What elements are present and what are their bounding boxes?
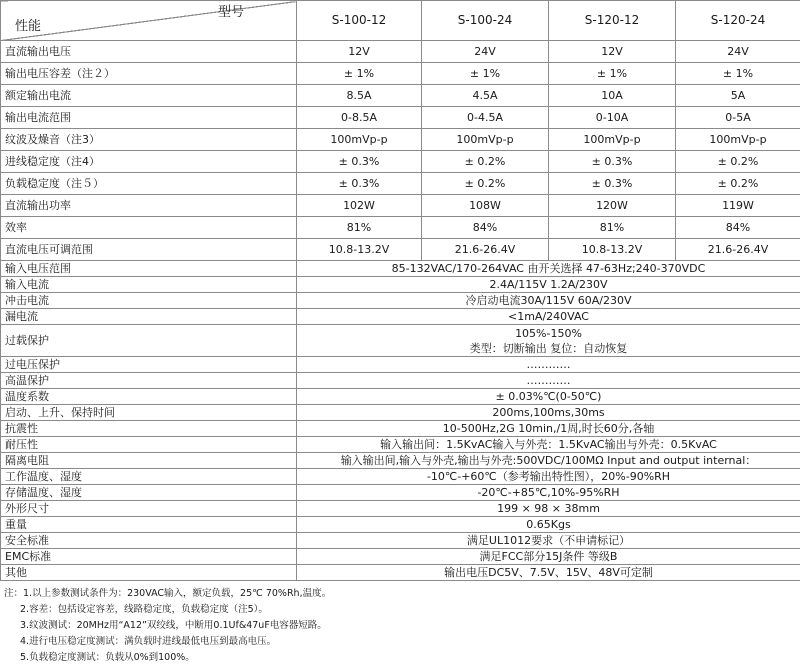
- row-value: 21.6-26.4V: [676, 239, 800, 261]
- table-row: [1, 277, 800, 293]
- row-label: 输出电压容差（注２）: [1, 63, 297, 85]
- row-value: ± 0.2%: [676, 151, 800, 173]
- row-value: [297, 325, 800, 357]
- row-value: 81%: [549, 217, 676, 239]
- row-value: 10-500Hz,2G 10min,/1周,时长60分,各轴: [297, 421, 800, 437]
- row-label: 抗震性: [1, 421, 297, 437]
- table-row: [1, 437, 800, 453]
- row-value: 4.5A: [422, 85, 549, 107]
- row-label: 进线稳定度（注4）: [1, 151, 297, 173]
- row-value: 119W: [676, 195, 800, 217]
- row-value: 0-8.5A: [297, 107, 422, 129]
- diagonal-header-cell: [1, 1, 297, 41]
- table-row: [1, 151, 800, 173]
- row-value: 满足FCC部分15J条件 等级B: [297, 549, 800, 565]
- row-label: 输入电流: [1, 277, 297, 293]
- row-value: ± 0.3%: [297, 173, 422, 195]
- spec-label: 性能: [15, 19, 41, 34]
- table-row: [1, 485, 800, 501]
- row-label: 工作温度、湿度: [1, 469, 297, 485]
- row-value: 10A: [549, 85, 676, 107]
- row-value: 冷启动电流30A/115V 60A/230V: [297, 293, 800, 309]
- table-row: [1, 453, 800, 469]
- row-value: 输出电压DC5V、7.5V、15V、48V可定制: [297, 565, 800, 581]
- row-value: 108W: [422, 195, 549, 217]
- row-label: EMC标准: [1, 549, 297, 565]
- row-label: 直流输出电压: [1, 41, 297, 63]
- table-row: [1, 41, 800, 63]
- row-value: 12V: [549, 41, 676, 63]
- row-value: 199 × 98 × 38mm: [297, 501, 800, 517]
- model-header: S-120-24: [676, 1, 800, 41]
- row-value: 84%: [676, 217, 800, 239]
- table-row: [1, 239, 800, 261]
- row-value: -20℃-+85℃,10%-95%RH: [297, 485, 800, 501]
- row-value: 满足UL1012要求（不申请标记）: [297, 533, 800, 549]
- row-value: 0.65Kgs: [297, 517, 800, 533]
- note-line: 2.容差：包括设定容差，线路稳定度，负载稳定度（注5）。: [0, 602, 800, 618]
- row-value: 0-10A: [549, 107, 676, 129]
- row-value: 0-5A: [676, 107, 800, 129]
- row-label: 启动、上升、保持时间: [1, 405, 297, 421]
- row-value: 21.6-26.4V: [422, 239, 549, 261]
- row-value: ± 1%: [676, 63, 800, 85]
- row-value: 100mVp-p: [422, 129, 549, 151]
- row-label: 漏电流: [1, 309, 297, 325]
- row-value: 12V: [297, 41, 422, 63]
- table-row: [1, 293, 800, 309]
- row-label: 温度系数: [1, 389, 297, 405]
- row-label: 存储温度、湿度: [1, 485, 297, 501]
- row-label: 效率: [1, 217, 297, 239]
- table-row: [1, 85, 800, 107]
- row-label: 安全标准: [1, 533, 297, 549]
- row-value: -10℃-+60℃（参考输出特性图），20%-90%RH: [297, 469, 800, 485]
- row-label: 耐压性: [1, 437, 297, 453]
- row-value: ± 1%: [549, 63, 676, 85]
- row-value: 输入输出间,输入与外壳,输出与外壳:500VDC/100MΩ Input and output internal：: [297, 453, 800, 469]
- row-label: 隔离电阻: [1, 453, 297, 469]
- row-label: 额定输出电流: [1, 85, 297, 107]
- row-label: 输入电压范围: [1, 261, 297, 277]
- note-line: 注：1.以上参数测试条件为：230VAC输入，额定负载，25℃ 70%Rh,温度。: [0, 586, 800, 602]
- row-label: 过电压保护: [1, 357, 297, 373]
- row-label: 直流电压可调范围: [1, 239, 297, 261]
- row-value: 8.5A: [297, 85, 422, 107]
- table-row: [1, 217, 800, 239]
- row-value: 10.8-13.2V: [549, 239, 676, 261]
- row-value: 102W: [297, 195, 422, 217]
- table-row: [1, 373, 800, 389]
- row-value: ± 0.3%: [549, 173, 676, 195]
- note-line: 4.进行电压稳定度测试：满负载时进线最低电压到最高电压。: [0, 634, 800, 650]
- row-label: 负载稳定度（注５）: [1, 173, 297, 195]
- row-label: 外形尺寸: [1, 501, 297, 517]
- table-row: [1, 469, 800, 485]
- model-header: S-100-12: [297, 1, 422, 41]
- note-line: 5.负载稳定度测试：负载从0%到100%。: [0, 650, 800, 666]
- header-row: [1, 1, 800, 41]
- row-label: 重量: [1, 517, 297, 533]
- row-value: 84%: [422, 217, 549, 239]
- model-label: 型号: [218, 5, 244, 20]
- row-value: 2.4A/115V 1.2A/230V: [297, 277, 800, 293]
- row-value: …………: [297, 357, 800, 373]
- table-row: [1, 501, 800, 517]
- table-row: [1, 195, 800, 217]
- row-value: ± 1%: [297, 63, 422, 85]
- row-value: ± 1%: [422, 63, 549, 85]
- table-row: [1, 565, 800, 581]
- row-value: …………: [297, 373, 800, 389]
- table-row: [1, 405, 800, 421]
- overload-range: 105%-150%: [301, 326, 796, 341]
- row-value: 100mVp-p: [297, 129, 422, 151]
- table-row: [1, 533, 800, 549]
- row-value: 120W: [549, 195, 676, 217]
- row-label: 其他: [1, 565, 297, 581]
- row-value: ± 0.2%: [422, 151, 549, 173]
- row-value: ± 0.03%℃(0-50℃): [297, 389, 800, 405]
- row-label: 冲击电流: [1, 293, 297, 309]
- table-row: [1, 421, 800, 437]
- table-row: [1, 129, 800, 151]
- row-label: 纹波及燥音（注3）: [1, 129, 297, 151]
- row-value: 200ms,100ms,30ms: [297, 405, 800, 421]
- row-value: 5A: [676, 85, 800, 107]
- row-value: ± 0.3%: [297, 151, 422, 173]
- note-line: 3.纹波测试：20MHz用“A12”双绞线，中断用0.1Uf&47uF电容器短路。: [0, 618, 800, 634]
- row-value: 100mVp-p: [676, 129, 800, 151]
- model-header: S-120-12: [549, 1, 676, 41]
- row-value: 81%: [297, 217, 422, 239]
- table-row: [1, 309, 800, 325]
- table-row: [1, 517, 800, 533]
- row-label: 输出电流范围: [1, 107, 297, 129]
- row-label: 直流输出功率: [1, 195, 297, 217]
- model-header: S-100-24: [422, 1, 549, 41]
- table-row: [1, 549, 800, 565]
- table-row: [1, 107, 800, 129]
- row-label: 过载保护: [1, 325, 297, 357]
- row-value: <1mA/240VAC: [297, 309, 800, 325]
- row-value: ± 0.2%: [422, 173, 549, 195]
- notes-section: [0, 586, 800, 666]
- row-value: 100mVp-p: [549, 129, 676, 151]
- table-row: [1, 389, 800, 405]
- row-value: 10.8-13.2V: [297, 239, 422, 261]
- overload-type: 类型：切断输出 复位：自动恢复: [301, 341, 796, 356]
- table-row: [1, 357, 800, 373]
- table-row: [1, 63, 800, 85]
- row-value: 85-132VAC/170-264VAC 由开关选择 47-63Hz;240-370VDC: [297, 261, 800, 277]
- row-value: 24V: [422, 41, 549, 63]
- table-row: [1, 173, 800, 195]
- row-value: 24V: [676, 41, 800, 63]
- row-value: ± 0.2%: [676, 173, 800, 195]
- table-row: [1, 261, 800, 277]
- row-label: 高温保护: [1, 373, 297, 389]
- row-value: 输入输出间：1.5KvAC输入与外壳：1.5KvAC输出与外壳：0.5KvAC: [297, 437, 800, 453]
- row-value: 0-4.5A: [422, 107, 549, 129]
- row-value: ± 0.3%: [549, 151, 676, 173]
- table-row: [1, 325, 800, 357]
